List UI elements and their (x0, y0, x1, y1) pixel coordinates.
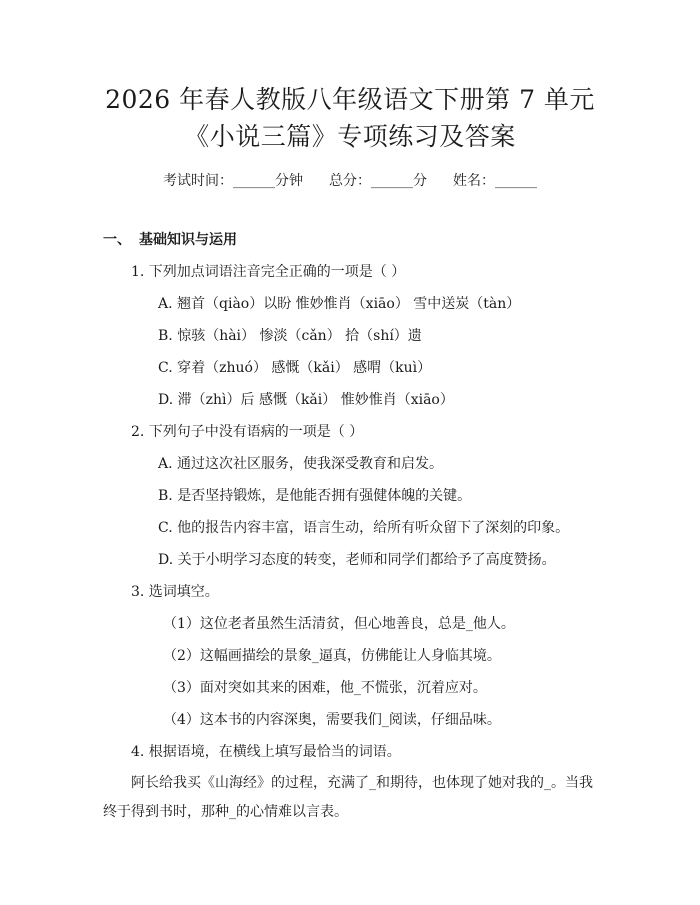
question-1-option-b: B. 惊骇（hài） 惨淡（cǎn） 拾（shí）遗 (158, 328, 422, 344)
question-2-option-c: C. 他的报告内容丰富，语言生动，给所有听众留下了深刻的印象。 (158, 520, 570, 536)
section-title: 基础知识与运用 (139, 232, 237, 248)
question-3-stem: 3. 选词填空。 (131, 584, 219, 600)
title-line-2: 《小说三篇》专项练习及答案 (184, 122, 516, 151)
question-2-option-b: B. 是否坚持锻炼，是他能否拥有强健体魄的关键。 (158, 488, 472, 504)
question-3-item-3: （3）面对突如其来的困难，他_不慌张，沉着应对。 (163, 680, 487, 696)
exam-time-field: 考试时间：______分钟 (163, 173, 303, 189)
question-3-item-4: （4）这本书的内容深奥，需要我们_阅读，仔细品味。 (163, 712, 501, 728)
question-1-option-d: D. 滞（zhì）后 感慨（kǎi） 惟妙惟肖（xiāo） (158, 392, 454, 408)
question-4-passage: 阿长给我买《山海经》的过程，充满了_和期待，也体现了她对我的_。当我终于得到书时，那种_的心情难以言表。 (103, 775, 593, 820)
question-2-stem: 2. 下列句子中没有语病的一项是（ ） (131, 424, 364, 440)
question-3-item-2: （2）这幅画描绘的景象_逼真，仿佛能让人身临其境。 (163, 648, 501, 664)
exam-info-row (0, 171, 700, 191)
question-1-option-a: A. 翘首（qiào）以盼 惟妙惟肖（xiāo） 雪中送炭（tàn） (158, 296, 521, 312)
question-2-option-d: D. 关于小明学习态度的转变，老师和同学们都给予了高度赞扬。 (158, 552, 556, 568)
section-number: 一、 (103, 232, 131, 248)
question-1-stem: 1. 下列加点词语注音完全正确的一项是（ ） (131, 264, 406, 280)
title-line-1: 2026 年春人教版八年级语文下册第 7 单元 (105, 85, 595, 114)
name-field: 姓名：______ (453, 173, 537, 189)
question-2-option-a: A. 通过这次社区服务，使我深受教育和启发。 (158, 456, 444, 472)
question-3-item-1: （1）这位老者虽然生活清贫，但心地善良，总是_他人。 (163, 616, 515, 632)
question-1-option-c: C. 穿着（zhuó） 感慨（kǎi） 感喟（kuì） (158, 360, 432, 376)
question-4-stem: 4. 根据语境，在横线上填写最恰当的词语。 (131, 744, 401, 760)
section-heading (103, 230, 237, 250)
total-score-field: 总分：______分 (329, 173, 427, 189)
